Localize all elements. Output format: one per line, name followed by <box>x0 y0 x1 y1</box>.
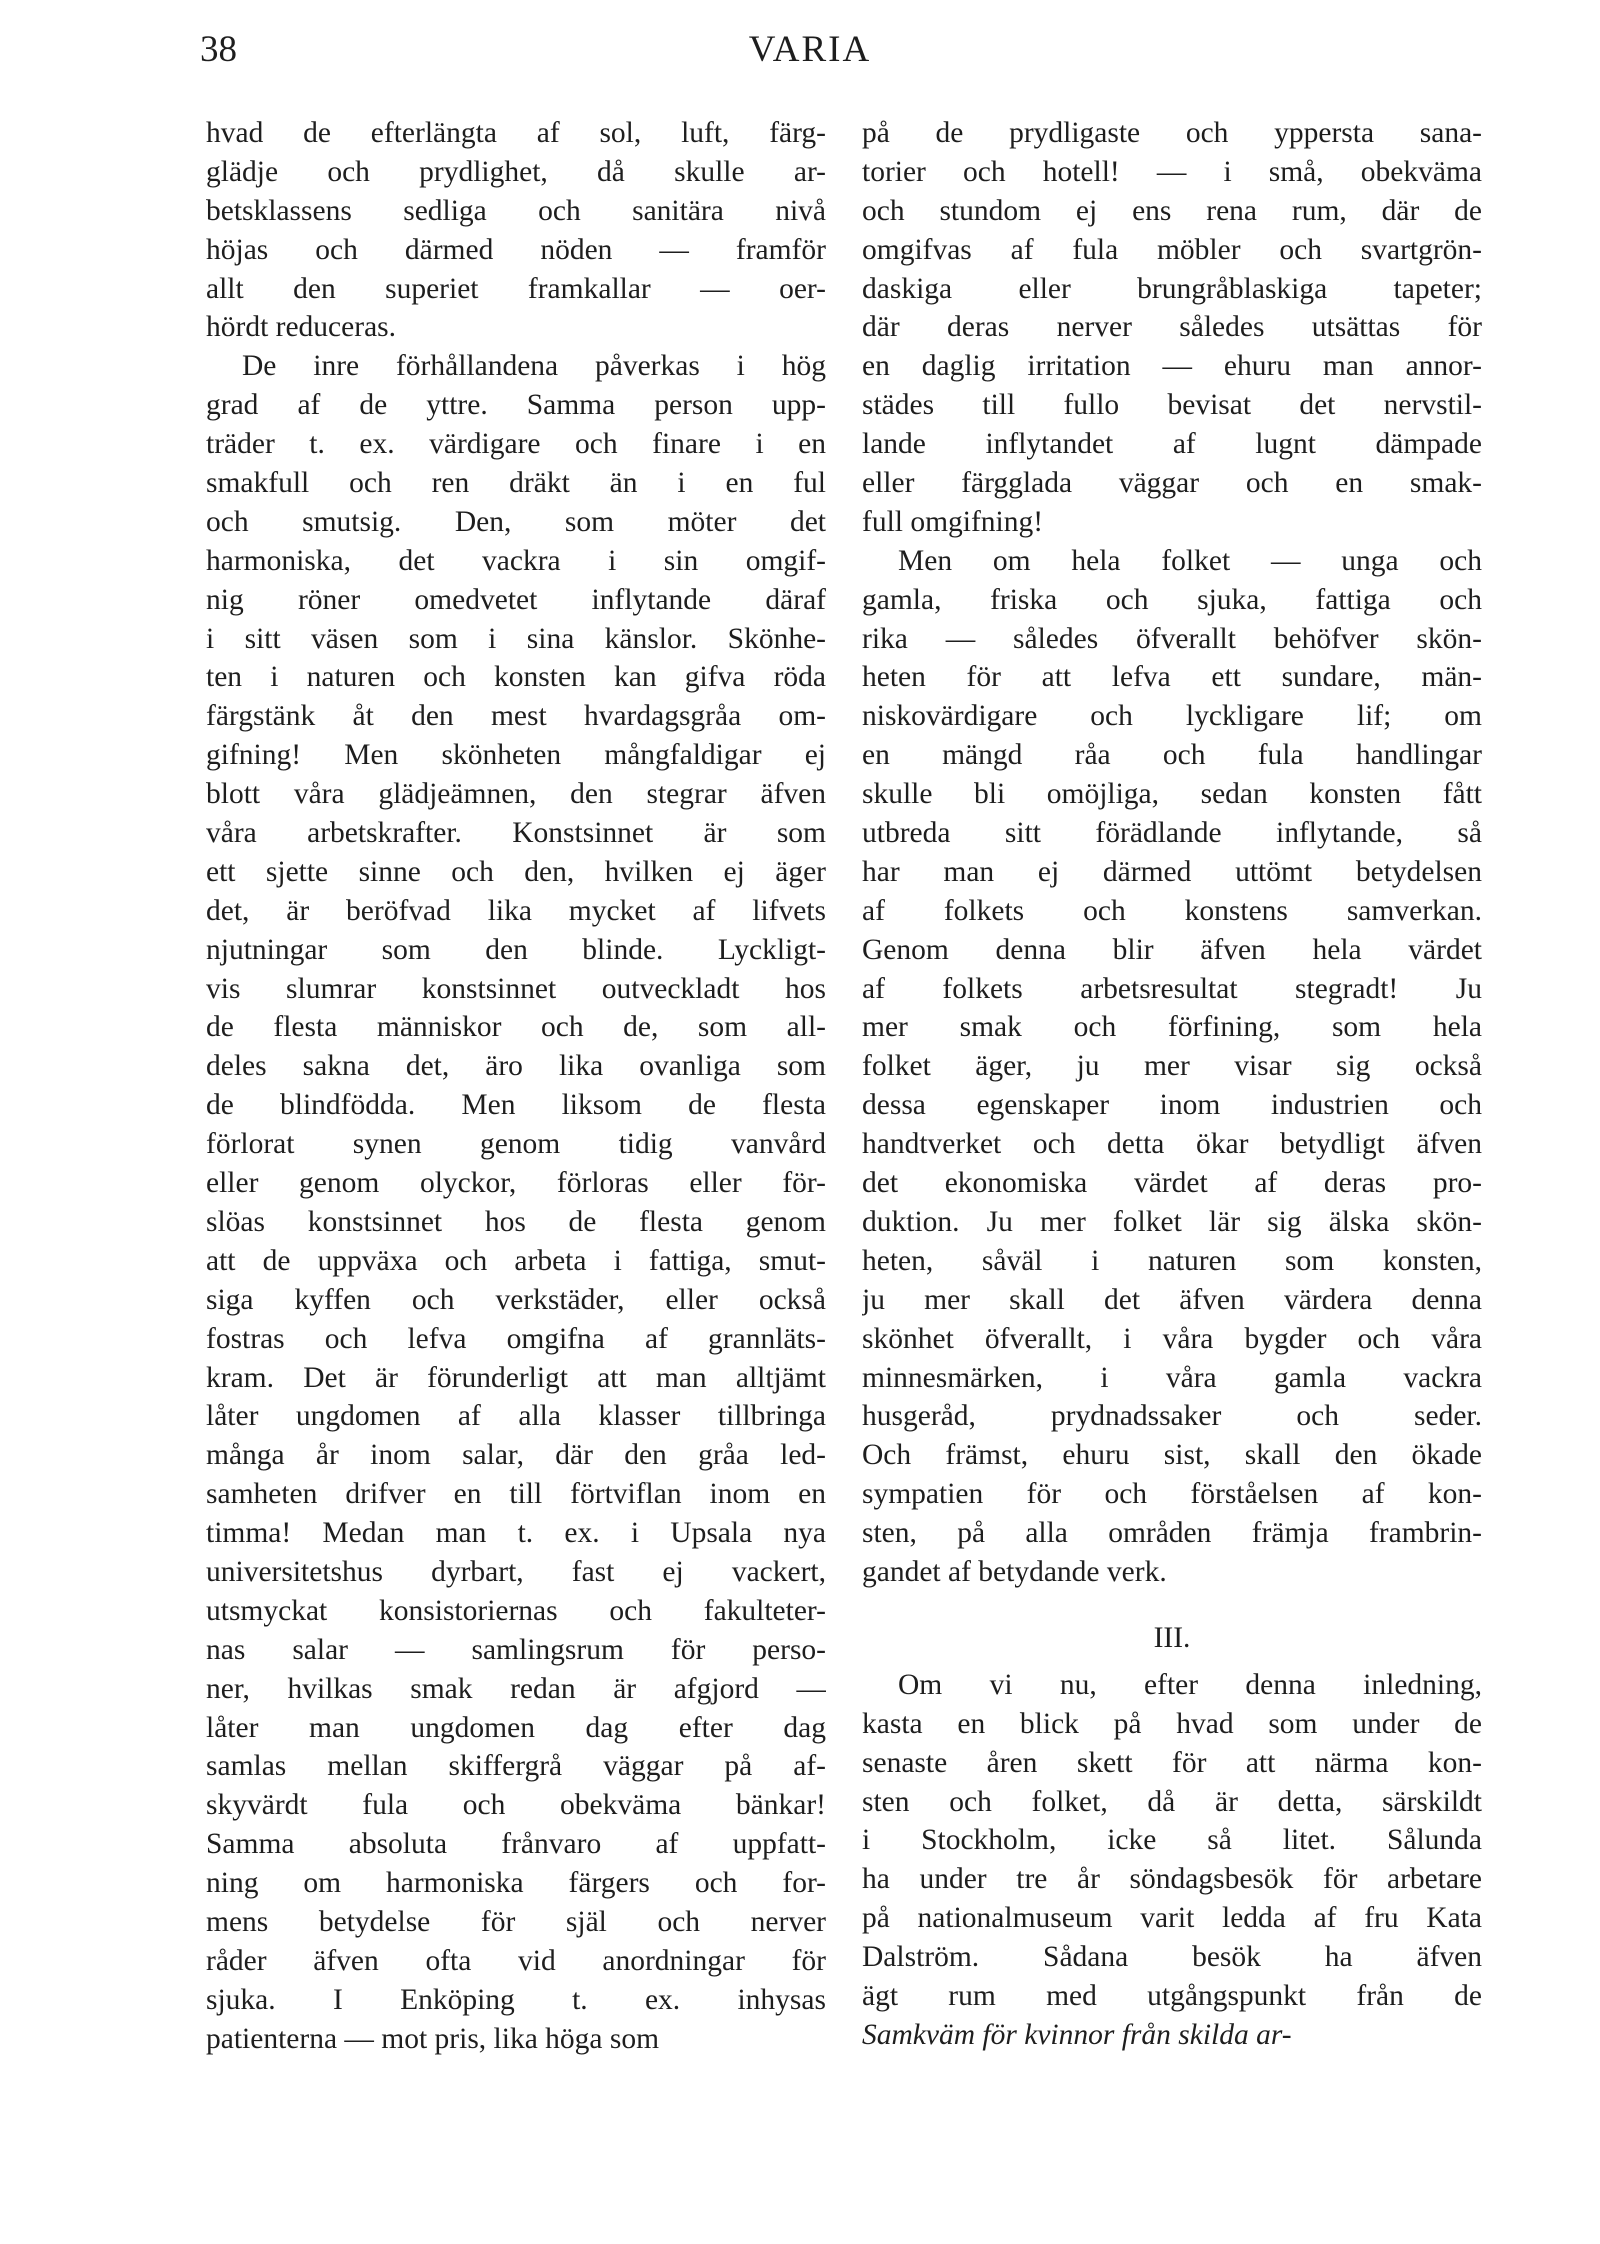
section-heading: III. <box>1153 1621 1191 1654</box>
text-line: på de prydligaste och yppersta sana- <box>862 117 1482 149</box>
text-line: hördt reduceras. <box>206 311 397 344</box>
text-line: timma! Medan man t. ex. i Upsala nya <box>206 1517 826 1550</box>
text-line: Dalström. Sådana besök ha äfven <box>862 1941 1482 1974</box>
text-line: folket äger, ju mer visar sig också <box>862 1050 1482 1083</box>
text-line: smakfull och ren dräkt än i en ful <box>206 467 826 500</box>
text-line: skyvärdt fula och obekväma bänkar! <box>206 1789 826 1822</box>
text-line: handtverket och detta ökar betydligt äfven <box>862 1128 1482 1161</box>
text-line: det, är beröfvad lika mycket af lifvets <box>206 894 826 927</box>
text-line: fostras och lefva omgifna af grannläts- <box>206 1322 826 1355</box>
text-line: gamla, friska och sjuka, fattiga och <box>862 583 1482 616</box>
text-line: i sitt väsen som i sina känslor. Skönhe- <box>206 622 826 655</box>
text-line: där deras nerver således utsättas för <box>862 311 1482 344</box>
text-line: utbreda sitt förädlande inflytande, så <box>862 817 1482 850</box>
text-line: höjas och därmed nöden — framför <box>206 233 826 266</box>
text-line: kram. Det är förunderligt att man alltjämt <box>206 1361 826 1394</box>
text-line: senaste åren skett för att närma kon- <box>862 1746 1482 1779</box>
text-line: heten, såväl i naturen som konsten, <box>862 1244 1482 1277</box>
text-line: minnesmärken, i våra gamla vackra <box>862 1361 1482 1394</box>
running-head: VARIA <box>748 29 872 70</box>
text-line: eller genom olyckor, förloras eller för- <box>206 1167 826 1200</box>
text-line: en daglig irritation — ehuru man annor- <box>862 350 1482 383</box>
text-line: träder t. ex. värdigare och finare i en <box>206 428 826 461</box>
text-line: ner, hvilkas smak redan är afgjord — <box>206 1672 826 1705</box>
text-line: niskovärdigare och lyckligare lif; om <box>862 700 1482 733</box>
text-line: de flesta människor och de, som all- <box>206 1011 826 1044</box>
text-line: och stundom ej ens rena rum, där de <box>862 194 1482 227</box>
text-line: Om vi nu, efter denna inledning, <box>898 1668 1482 1701</box>
text-line: nig röner omedvetet inflytande däraf <box>206 583 826 616</box>
text-line: mer smak och förfining, som hela <box>862 1011 1482 1044</box>
text-line: njutningar som den blinde. Lyckligt- <box>206 933 826 966</box>
text-line: rika — således öfverallt behöfver skön- <box>862 622 1482 655</box>
text-line: låter ungdomen af alla klasser tillbringa <box>206 1400 826 1433</box>
text-line: dessa egenskaper inom industrien och <box>862 1089 1482 1122</box>
right-column <box>862 114 1482 2055</box>
text-line: har man ej därmed uttömt betydelsen <box>862 855 1482 888</box>
text-line: ett sjette sinne och den, hvilken ej äger <box>206 855 826 888</box>
text-line: af folkets arbetsresultat stegradt! Ju <box>862 972 1482 1005</box>
text-line: Och främst, ehuru sist, skall den ökade <box>862 1439 1482 1472</box>
text-line: vis slumrar konstsinnet outveckladt hos <box>206 972 826 1005</box>
text-line: slöas konstsinnet hos de flesta genom <box>206 1205 826 1238</box>
text-line: gifning! Men skönheten mångfaldigar ej <box>206 739 826 772</box>
text-line: utsmyckat konsistoriernas och fakulteter- <box>206 1594 826 1627</box>
text-line: skönhet öfverallt, i våra bygder och våra <box>862 1322 1482 1355</box>
text-line: en mängd råa och fula handlingar <box>862 739 1482 772</box>
text-line: de blindfödda. Men liksom de flesta <box>206 1089 826 1122</box>
text-line: universitetshus dyrbart, fast ej vackert, <box>206 1555 826 1588</box>
text-line: våra arbetskrafter. Konstsinnet är som <box>206 817 826 850</box>
right-column-text-after-heading <box>862 1666 1482 2055</box>
text-line: lande inflytandet af lugnt dämpade <box>862 428 1482 461</box>
text-line: allt den superiet framkallar — oer- <box>206 272 826 305</box>
text-line: daskiga eller brungråblaskiga tapeter; <box>862 272 1482 305</box>
text-line: Genom denna blir äfven hela värdet <box>862 933 1482 966</box>
text-line: i Stockholm, icke så litet. Sålunda <box>862 1824 1482 1857</box>
text-line: nas salar — samlingsrum för perso- <box>206 1633 826 1666</box>
text-line: sten och folket, då är detta, särskildt <box>862 1785 1482 1818</box>
text-line: betsklassens sedliga och sanitära nivå <box>206 194 826 227</box>
text-line: ning om harmoniska färgers och for- <box>206 1867 826 1900</box>
text-line: städes till fullo bevisat det nervstil- <box>862 389 1482 422</box>
page-number: 38 <box>200 29 237 70</box>
text-line: skulle bli omöjliga, sedan konsten fått <box>862 778 1482 811</box>
text-line: heten för att lefva ett sundare, män- <box>862 661 1482 694</box>
text-line: omgifvas af fula möbler och svartgrön- <box>862 233 1482 266</box>
text-line: harmoniska, det vackra i sin omgif- <box>206 544 826 577</box>
text-line: hvad de efterlängta af sol, luft, färg- <box>206 117 826 149</box>
text-line: ha under tre år söndagsbesök för arbetare <box>862 1863 1482 1896</box>
text-line: på nationalmuseum varit ledda af fru Kata <box>862 1902 1482 1935</box>
text-line: förlorat synen genom tidig vanvård <box>206 1128 826 1161</box>
text-line: eller färgglada väggar och en smak- <box>862 467 1482 500</box>
text-line: och smutsig. Den, som möter det <box>206 505 826 538</box>
text-line: Samkväm för kvinnor från skilda ar- <box>862 2018 1292 2051</box>
text-line: siga kyffen och verkstäder, eller också <box>206 1283 826 1316</box>
text-line: färgstänk åt den mest hvardagsgråa om- <box>206 700 826 733</box>
text-line: De inre förhållandena påverkas i hög <box>242 350 826 383</box>
text-line: Men om hela folket — unga och <box>898 544 1482 577</box>
text-line: många år inom salar, där den gråa led- <box>206 1439 826 1472</box>
text-line: Samma absoluta frånvaro af uppfatt- <box>206 1828 826 1861</box>
text-line: deles sakna det, äro lika ovanliga som <box>206 1050 826 1083</box>
text-line: full omgifning! <box>862 505 1044 538</box>
text-line: samlas mellan skiffergrå väggar på af- <box>206 1750 826 1783</box>
text-line: det ekonomiska värdet af deras pro- <box>862 1167 1482 1200</box>
text-line: patienterna — mot pris, lika höga som <box>206 2022 660 2055</box>
text-line: ägt rum med utgångspunkt från de <box>862 1979 1482 2012</box>
text-line: kasta en blick på hvad som under de <box>862 1707 1482 1740</box>
text-line: sjuka. I Enköping t. ex. inhysas <box>206 1983 826 2016</box>
text-line: ten i naturen och konsten kan gifva röda <box>206 661 826 694</box>
text-line: sympatien för och förståelsen af kon- <box>862 1478 1482 1511</box>
text-line: samheten drifver en till förtviflan inom en <box>206 1478 826 1511</box>
text-line: af folkets och konstens samverkan. <box>862 894 1482 927</box>
left-column <box>206 114 826 2059</box>
text-line: låter man ungdomen dag efter dag <box>206 1711 826 1744</box>
text-line: mens betydelse för själ och nerver <box>206 1905 826 1938</box>
text-line: glädje och prydlighet, då skulle ar- <box>206 155 826 188</box>
text-line: råder äfven ofta vid anordningar för <box>206 1944 826 1977</box>
text-line: duktion. Ju mer folket lär sig älska skön- <box>862 1205 1482 1238</box>
text-line: blott våra glädjeämnen, den stegrar äfven <box>206 778 826 811</box>
text-line: att de uppväxa och arbeta i fattiga, smut- <box>206 1244 826 1277</box>
text-line: torier och hotell! — i små, obekväma <box>862 155 1482 188</box>
text-line: grad af de yttre. Samma person upp- <box>206 389 826 422</box>
right-column-text-before-heading <box>862 114 1482 1592</box>
text-line: ju mer skall det äfven värdera denna <box>862 1283 1482 1316</box>
text-line: sten, på alla områden främja frambrin- <box>862 1517 1482 1550</box>
text-line: husgeråd, prydnadssaker och seder. <box>862 1400 1482 1433</box>
text-line: gandet af betydande verk. <box>862 1555 1167 1588</box>
